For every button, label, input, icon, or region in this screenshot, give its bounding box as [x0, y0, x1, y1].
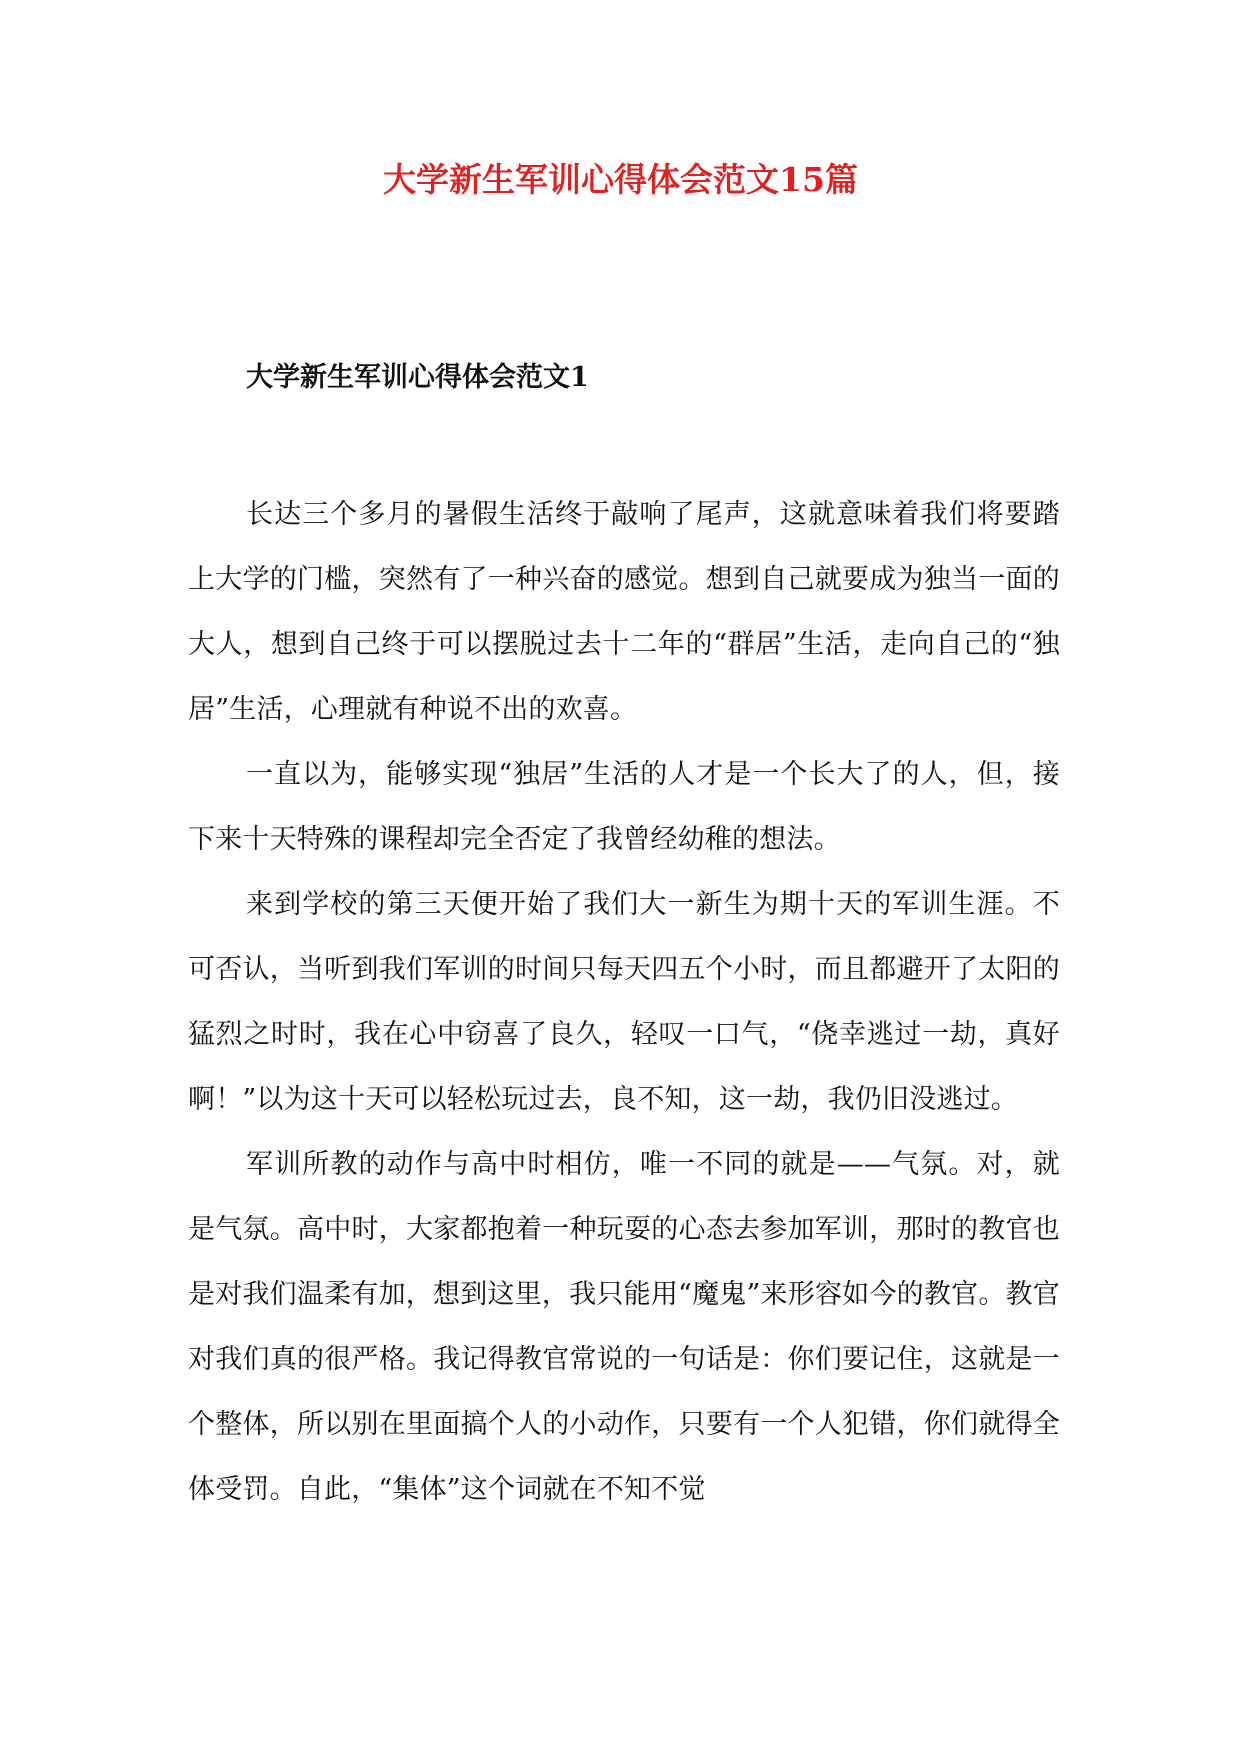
- paragraph: 一直以为，能够实现“独居”生活的人才是一个长大了的人，但，接下来十天特殊的课程却完全否定了我曾经幼稚的想法。: [188, 759, 1060, 855]
- document-title: 大学新生军训心得体会范文15篇: [383, 160, 858, 199]
- paragraph: 来到学校的第三天便开始了我们大一新生为期十天的军训生涯。不可否认，当听到我们军训的时间只每天四五个小时，而且都避开了太阳的猛烈之时时，我在心中窃喜了良久，轻叹一口气，“侥幸逃过一劫，真好啊！”以为这十天可以轻松玩过去，良不知，这一劫，我仍旧没逃过。: [188, 889, 1060, 1115]
- paragraph: 军训所教的动作与高中时相仿，唯一不同的就是——气氛。对，就是气氛。高中时，大家都抱着一种玩耍的心态去参加军训，那时的教官也是对我们温柔有加，想到这里，我只能用“魔鬼”来形容如今的教官。教官对我们真的很严格。我记得教官常说的一句话是：你们要记住，这就是一个整体，所以别在里面搞个人的小动作，只要有一个人犯错，你们就得全体受罚。自此，“集体”这个词就在不知不觉: [188, 1149, 1060, 1505]
- body-text: [188, 482, 1060, 1522]
- section-heading: 大学新生军训心得体会范文1: [246, 362, 589, 393]
- paragraph: 长达三个多月的暑假生活终于敲响了尾声，这就意味着我们将要踏上大学的门槛，突然有了一种兴奋的感觉。想到自己就要成为独当一面的大人，想到自己终于可以摆脱过去十二年的“群居”生活，走向自己的“独居”生活，心理就有种说不出的欢喜。: [188, 499, 1060, 725]
